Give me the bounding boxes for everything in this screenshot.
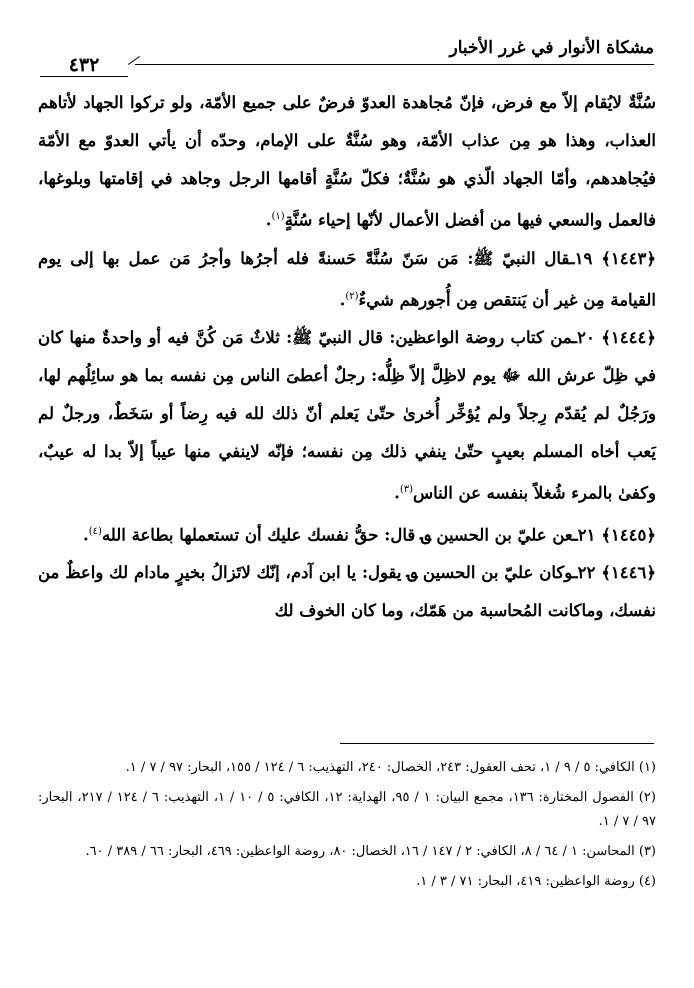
footnote: (٣) المحاسن: ١ / ٦٤ / ٨، الكافي: ٢ / ١٤٧ / ١٦، الخصال: ٨٠، روضة الواعظين: ٤٦٩، البحار: ٦٦ / ٣٨٩ / ٦٠. [85,844,656,859]
footnote-ref: (٣) [399,484,414,495]
footnote-divider [340,743,654,744]
entry-number: ﴿١٤٤٦﴾ ٢٢ـ [572,563,656,582]
footnotes [38,756,656,900]
intro-paragraph: سُنَّةٌ لايُقام إلاّ مع فرض، فإنّ مُجاهدة العدوّ فرضٌ على جميع الأمّة، ولو تركوا الجهاد لأتاهم العذاب، وهذا هو مِن عذاب الأمّة، وهو سُنَّةٌ على الإمام، وحدّه أن يأتي العدوّ مع الأمّة فيُجاهدهم، وأمّا الجهاد الّذي هو سُنَّةٌ؛ فكلّ سُنَّةٍ أقامها الرجل وجاهد في إقامتها وبلوغها، فالعمل والسعي فيها من أفضل الأعمال لأنّها إحياء سُنَّةٍ$^{(١)}$. [38,93,656,230]
entry-text: قال النبيّ ﷺ: مَن سَنّ سُنَّةً حَسنةً فله أجرُها وأجرُ مَن عمل بها إلى يوم القيامة مِن غير أن يَنتقص مِن أُجورهم شيءٌ [38,248,656,309]
entry-number: ﴿١٤٤٥﴾ ٢١ـ [572,525,656,544]
hadith-entry: ﴿١٤٤٤﴾ ٢٠ـمن كتاب روضة الواعظين: قال النبيّ ﷺ: ثلاثٌ مَن كُنَّ فيه أو واحدةٌ منها كان في ظِلّ عرش الله ﷻ يوم لاظِلَّ إلاّ ظِلُّه: رجلٌ أعطىَ الناس مِن نفسه بما هو سائِلُهم لها، ورَجُلٌ لم يُقدّم رِجلاً ولم يُؤخِّر أُخرىٰ حتّىٰ يَعلم أنّ ذلك لله فيه رِضاً أو سَخَطٌ، ورجلٌ لم يَعب أخاه المسلم بعيبٍ حتّىٰ ينفي ذلك مِن نفسه؛ فإنّه لاينفي منها عيباً إلاّ بدا له عيبٌ، وكفىٰ بالمرء شُغلاً بنفسه عن الناس$^{(٣)}$. [38,328,656,503]
entry-text: من كتاب روضة الواعظين: قال النبيّ ﷺ: ثلاثٌ مَن كُنَّ فيه أو واحدةٌ منها كان في ظِلّ عرش الله ﷻ يوم لاظِلَّ إلاّ ظِلُّه: رجلٌ أعطىَ الناس مِن نفسه بما هو سائِلُهم لها، ورَجُلٌ لم يُقدّم رِجلاً ولم يُؤخِّر أُخرىٰ حتّىٰ يَعلم أنّ ذلك لله فيه رِضاً أو سَخَطٌ، ورجلٌ لم يَعب أخاه المسلم بعيبٍ حتّىٰ ينفي ذلك مِن نفسه؛ فإنّه لاينفي منها عيباً إلاّ بدا له عيبٌ، وكفىٰ بالمرء شُغلاً بنفسه عن الناس [38,328,656,503]
footnote-ref: (٤) [88,525,102,537]
header-rule [135,64,654,65]
footnote-ref: (١) [271,211,285,222]
page-number: ٤٣٢ [40,54,128,77]
main-text [38,84,656,630]
footnote: (٢) الفصول المختارة: ١٣٦، مجمع البيان: ١ / ٩٥، الهداية: ١٢، الكافي: ٥ / ١٠ / ١، التهذيب: ٦ / ١٢٤ / ٢١٧، البحار: ٩٧ / ٧ / ١. [38,790,656,829]
entry-number: ﴿١٤٤٣﴾ ١٩ـ [569,248,656,268]
footnote: (٤) روضة الواعظين: ٤١٩، البحار: ٧١ / ٣ / ١. [416,874,656,889]
running-title: مشكاة الأنوار في غرر الأخبار [449,38,654,58]
entry-text: عن عليّ بن الحسين ؈ قال: حقُّ نفسك عليك أن تستعملها بطاعة الله [101,525,573,544]
footnote: (١) الكافي: ٥ / ٩ / ١، تحف العقول: ٢٤٣، الخصال: ٢٤٠، التهذيب: ٦ / ١٢٤ / ١٥٥، البحار: ٩٧ / ٧ / ١. [125,760,656,775]
entry-text: وكان عليّ بن الحسين ؈ يقول: يا ابن آدم، إنّك لاتَزالُ بخيرٍ مادام لك واعظٌ من نفسك، وماكانت المُحاسبة من هَمّك، وما كان الخوف لك [38,563,656,620]
hadith-entry [38,554,656,630]
hadith-entry: ﴿١٤٤٣﴾ ١٩ـقال النبيّ ﷺ: مَن سَنّ سُنَّةً حَسنةً فله أجرُها وأجرُ مَن عمل بها إلى يوم القيامة مِن غير أن يَنتقص مِن أُجورهم شيءٌ$^{(٢)}$. [38,248,656,309]
entry-number: ﴿١٤٤٤﴾ ٢٠ـ [572,328,656,347]
intro-text: سُنَّةٌ لايُقام إلاّ مع فرض، فإنّ مُجاهدة العدوّ فرضٌ على جميع الأمّة، ولو تركوا الجهاد لأتاهم العذاب، وهذا هو مِن عذاب الأمّة، وهو سُنَّةٌ على الإمام، وحدّه أن يأتي العدوّ مع الأمّة فيُجاهدهم، وأمّا الجهاد الّذي هو سُنَّةٌ؛ فكلّ سُنَّةٍ أقامها الرجل وجاهد في إقامتها وبلوغها، فالعمل والسعي فيها من أفضل الأعمال لأنّها إحياء سُنَّةٍ [38,93,656,230]
page-header [40,34,654,74]
footnote-ref: (٢) [345,290,359,302]
hadith-entry: ﴿١٤٤٥﴾ ٢١ـعن عليّ بن الحسين ؈ قال: حقُّ نفسك عليك أن تستعملها بطاعة الله$^{(٤)}$. [83,525,656,544]
